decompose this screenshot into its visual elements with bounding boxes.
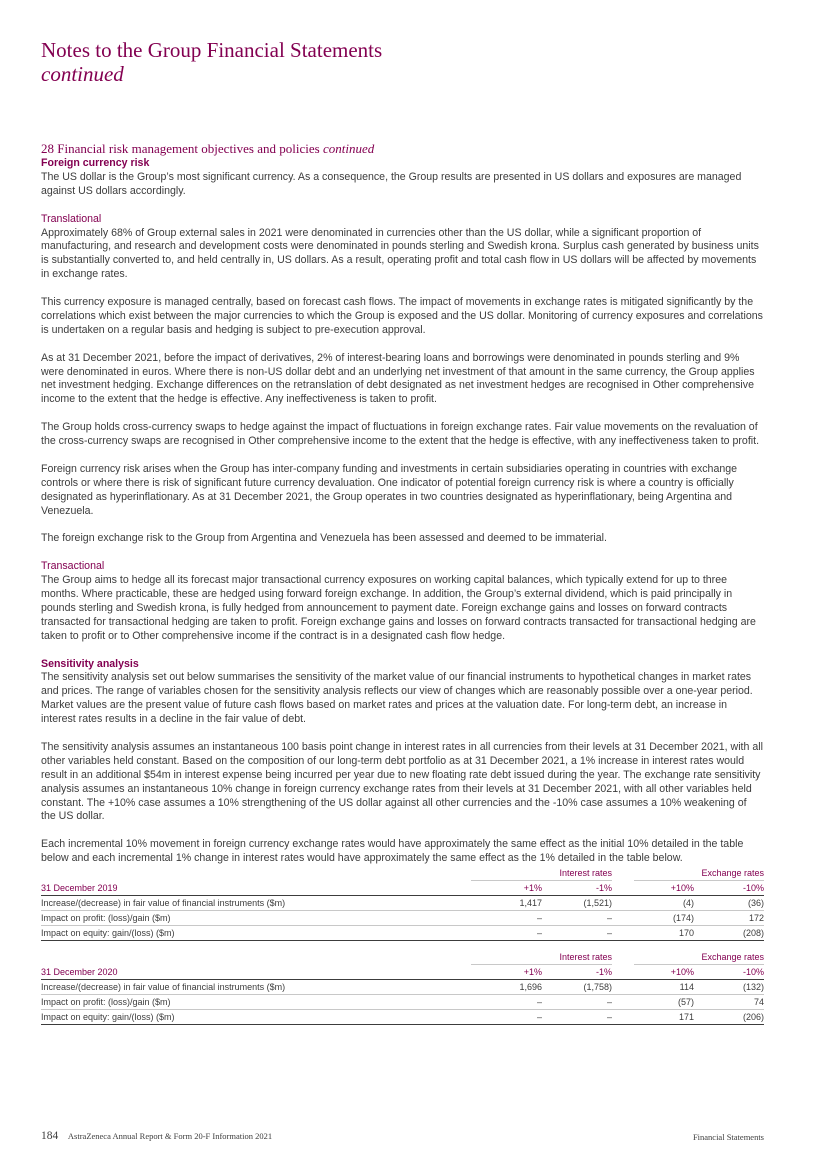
page-title: [41, 38, 382, 86]
group-exchange-rates: Exchange rates: [634, 866, 764, 881]
sensitivity-table-2019: [41, 866, 764, 941]
cell-value: –: [542, 911, 612, 926]
sensitivity-paragraph-3: Each incremental 10% movement in foreign currency exchange rates would have approximately the same effect as the initial 10% detailed in the table below and each incremental 1% change in interest rates would have approximately the same effect as the 1% detailed in the table below.: [41, 838, 744, 865]
cell-value: (57): [634, 995, 694, 1010]
page-footer: [41, 1130, 764, 1142]
table-row: [41, 1010, 764, 1025]
footer-section-link[interactable]: Financial Statements: [692, 1132, 764, 1142]
section-title-text: 28 Financial risk management objectives and policies: [41, 141, 320, 156]
section-title: [41, 141, 764, 157]
table-group-header: [41, 866, 764, 881]
cell-value: –: [471, 995, 542, 1010]
col-header: -10%: [694, 965, 764, 980]
cell-value: 114: [634, 980, 694, 995]
col-header: +10%: [634, 881, 694, 896]
transactional-paragraph-1: The Group aims to hedge all its forecast major transactional currency exposures on working capital balances, which typically extend for up to three months. Where practicable, these are hedged using forward foreign exchange. In addition, the Group’s external dividend, which is paid principally in pounds sterling and Swedish krona, is fully hedged from announcement to payment date. Foreign exchange gains and losses on forward contracts transacted for transactional hedging are taken to profit. Foreign exchange gains and losses on forward contracts transacted for transactional hedging are taken to profit or to Other comprehensive income if the contract is in a designated cash flow hedge.: [41, 574, 756, 642]
cell-value: –: [471, 926, 542, 941]
col-header: -1%: [542, 965, 612, 980]
translational-heading: Translational: [41, 212, 102, 225]
cell-value: 1,696: [471, 980, 542, 995]
translational-paragraph-3: As at 31 December 2021, before the impact of derivatives, 2% of interest-bearing loans and borrowings were denominated in pounds sterling and 9% were denominated in euros. Where there is non-US dollar debt and an underlying net investment of that amount in the same currency, the Group applies net investment hedging. Exchange differences on the retranslation of debt designated as net investment hedges are recognised in Other comprehensive income to the extent that the hedge is effective. Any ineffectiveness is taken to profit.: [41, 351, 755, 406]
period-label: 31 December 2019: [41, 881, 471, 896]
cell-value: (208): [694, 926, 764, 941]
row-label: Increase/(decrease) in fair value of financial instruments ($m): [41, 896, 471, 911]
translational-paragraph-2: This currency exposure is managed centrally, based on forecast cash flows. The impact of movements in exchange rates is mitigated significantly by the correlations which exist between the major currencies to which the Group is exposed and the US dollar. Monitoring of currency exposures and correlations is undertaken on a regular basis and hedging is subject to pre-execution approval.: [41, 296, 763, 336]
cell-value: 171: [634, 1010, 694, 1025]
sensitivity-table-2020: [41, 950, 764, 1025]
transactional-heading: Transactional: [41, 560, 105, 573]
table-row: [41, 980, 764, 995]
cell-value: –: [542, 995, 612, 1010]
sensitivity-heading: Sensitivity analysis: [41, 657, 139, 670]
sensitivity-paragraph-1: The sensitivity analysis set out below summarises the sensitivity of the market value of our financial instruments to hypothetical changes in market rates and prices. The range of variables chosen for the sensitivity analysis reflects our view of changes which are reasonably possible over a one-year period. Market values are the present value of future cash flows based on market rates and prices at the valuation date. For long-term debt, an increase in interest rates results in a decline in the fair value of debt.: [41, 671, 753, 726]
page-number: 184: [41, 1130, 59, 1142]
cell-value: (36): [694, 896, 764, 911]
group-exchange-rates: Exchange rates: [634, 950, 764, 965]
table-column-header: [41, 965, 764, 980]
cell-value: (1,758): [542, 980, 612, 995]
row-label: Impact on equity: gain/(loss) ($m): [41, 1010, 471, 1025]
row-label: Impact on equity: gain/(loss) ($m): [41, 926, 471, 941]
cell-value: 1,417: [471, 896, 542, 911]
row-label: Increase/(decrease) in fair value of financial instruments ($m): [41, 980, 471, 995]
cell-value: –: [471, 911, 542, 926]
table-row: [41, 995, 764, 1010]
col-header: +1%: [471, 881, 542, 896]
section-title-suffix: continued: [322, 141, 375, 156]
translational-paragraph-1: Approximately 68% of Group external sales in 2021 were denominated in currencies other than the US dollar, while a significant proportion of manufacturing, and research and development costs were denominated in pounds sterling and Swedish krona. Surplus cash generated by business units is substantially converted to, and held centrally in, US dollars. As a result, operating profit and total cash flow in US dollars will be affected by movements in exchange rates.: [41, 226, 759, 281]
translational-paragraph-6: The foreign exchange risk to the Group from Argentina and Venezuela has been assessed and deemed to be immaterial.: [41, 532, 607, 545]
page-title-main: Notes to the Group Financial Statements: [41, 38, 383, 62]
row-label: Impact on profit: (loss)/gain ($m): [41, 995, 471, 1010]
foreign-currency-heading: Foreign currency risk: [41, 157, 150, 169]
publication-title: AstraZeneca Annual Report & Form 20-F Information 2021: [67, 1131, 273, 1141]
cell-value: 74: [694, 995, 764, 1010]
cell-value: –: [542, 1010, 612, 1025]
col-header: -10%: [694, 881, 764, 896]
translational-paragraph-5: Foreign currency risk arises when the Group has inter-company funding and investments in certain subsidiaries operating in countries with exchange controls or where there is risk of significant future currency devaluation. One indicator of potential foreign currency risk is where a country is officially designated as hyperinflationary. As at 31 December 2021, the Group operates in two countries designated as hyperinflationary, being Argentina and Venezuela.: [41, 462, 738, 517]
cell-value: (206): [694, 1010, 764, 1025]
cell-value: (132): [694, 980, 764, 995]
table-row: [41, 896, 764, 911]
cell-value: –: [542, 926, 612, 941]
cell-value: 170: [634, 926, 694, 941]
main-content: [41, 141, 764, 1025]
translational-paragraph-4: The Group holds cross-currency swaps to hedge against the impact of fluctuations in foreign exchange rates. Fair value movements on the revaluation of the cross-currency swaps are recognised in Other comprehensive income to the extent that the hedge is effective, with any ineffectiveness taken to profit.: [41, 421, 760, 448]
cell-value: (4): [634, 896, 694, 911]
cell-value: (1,521): [542, 896, 612, 911]
row-label: Impact on profit: (loss)/gain ($m): [41, 911, 471, 926]
group-interest-rates: Interest rates: [471, 866, 612, 881]
page-title-continued: continued: [41, 62, 124, 86]
cell-value: 172: [694, 911, 764, 926]
foreign-currency-intro: The US dollar is the Group’s most significant currency. As a consequence, the Group results are presented in US dollars and exposures are managed against US dollars accordingly.: [41, 170, 742, 197]
group-interest-rates: Interest rates: [471, 950, 612, 965]
table-column-header: [41, 881, 764, 896]
col-header: +10%: [634, 965, 694, 980]
col-header: +1%: [471, 965, 542, 980]
table-row: [41, 926, 764, 941]
table-row: [41, 911, 764, 926]
period-label: 31 December 2020: [41, 965, 471, 980]
cell-value: –: [471, 1010, 542, 1025]
sensitivity-paragraph-2: The sensitivity analysis assumes an instantaneous 100 basis point change in interest rates in all currencies from their levels at 31 December 2021, with all other variables held constant. Based on the composition of our long-term debt portfolio as at 31 December 2021, a 1% increase in interest rates would result in an additional $54m in interest expense being incurred per year due to new floating rate debt issued during the year. The exchange rate sensitivity analysis assumes an instantaneous 10% change in foreign currency exchange rates from their levels at 31 December 2021, with all other variables held constant. The +10% case assumes a 10% strengthening of the US dollar against all other currencies and the -10% case assumes a 10% weakening of the US dollar.: [41, 740, 763, 823]
table-group-header: [41, 950, 764, 965]
cell-value: (174): [634, 911, 694, 926]
col-header: -1%: [542, 881, 612, 896]
